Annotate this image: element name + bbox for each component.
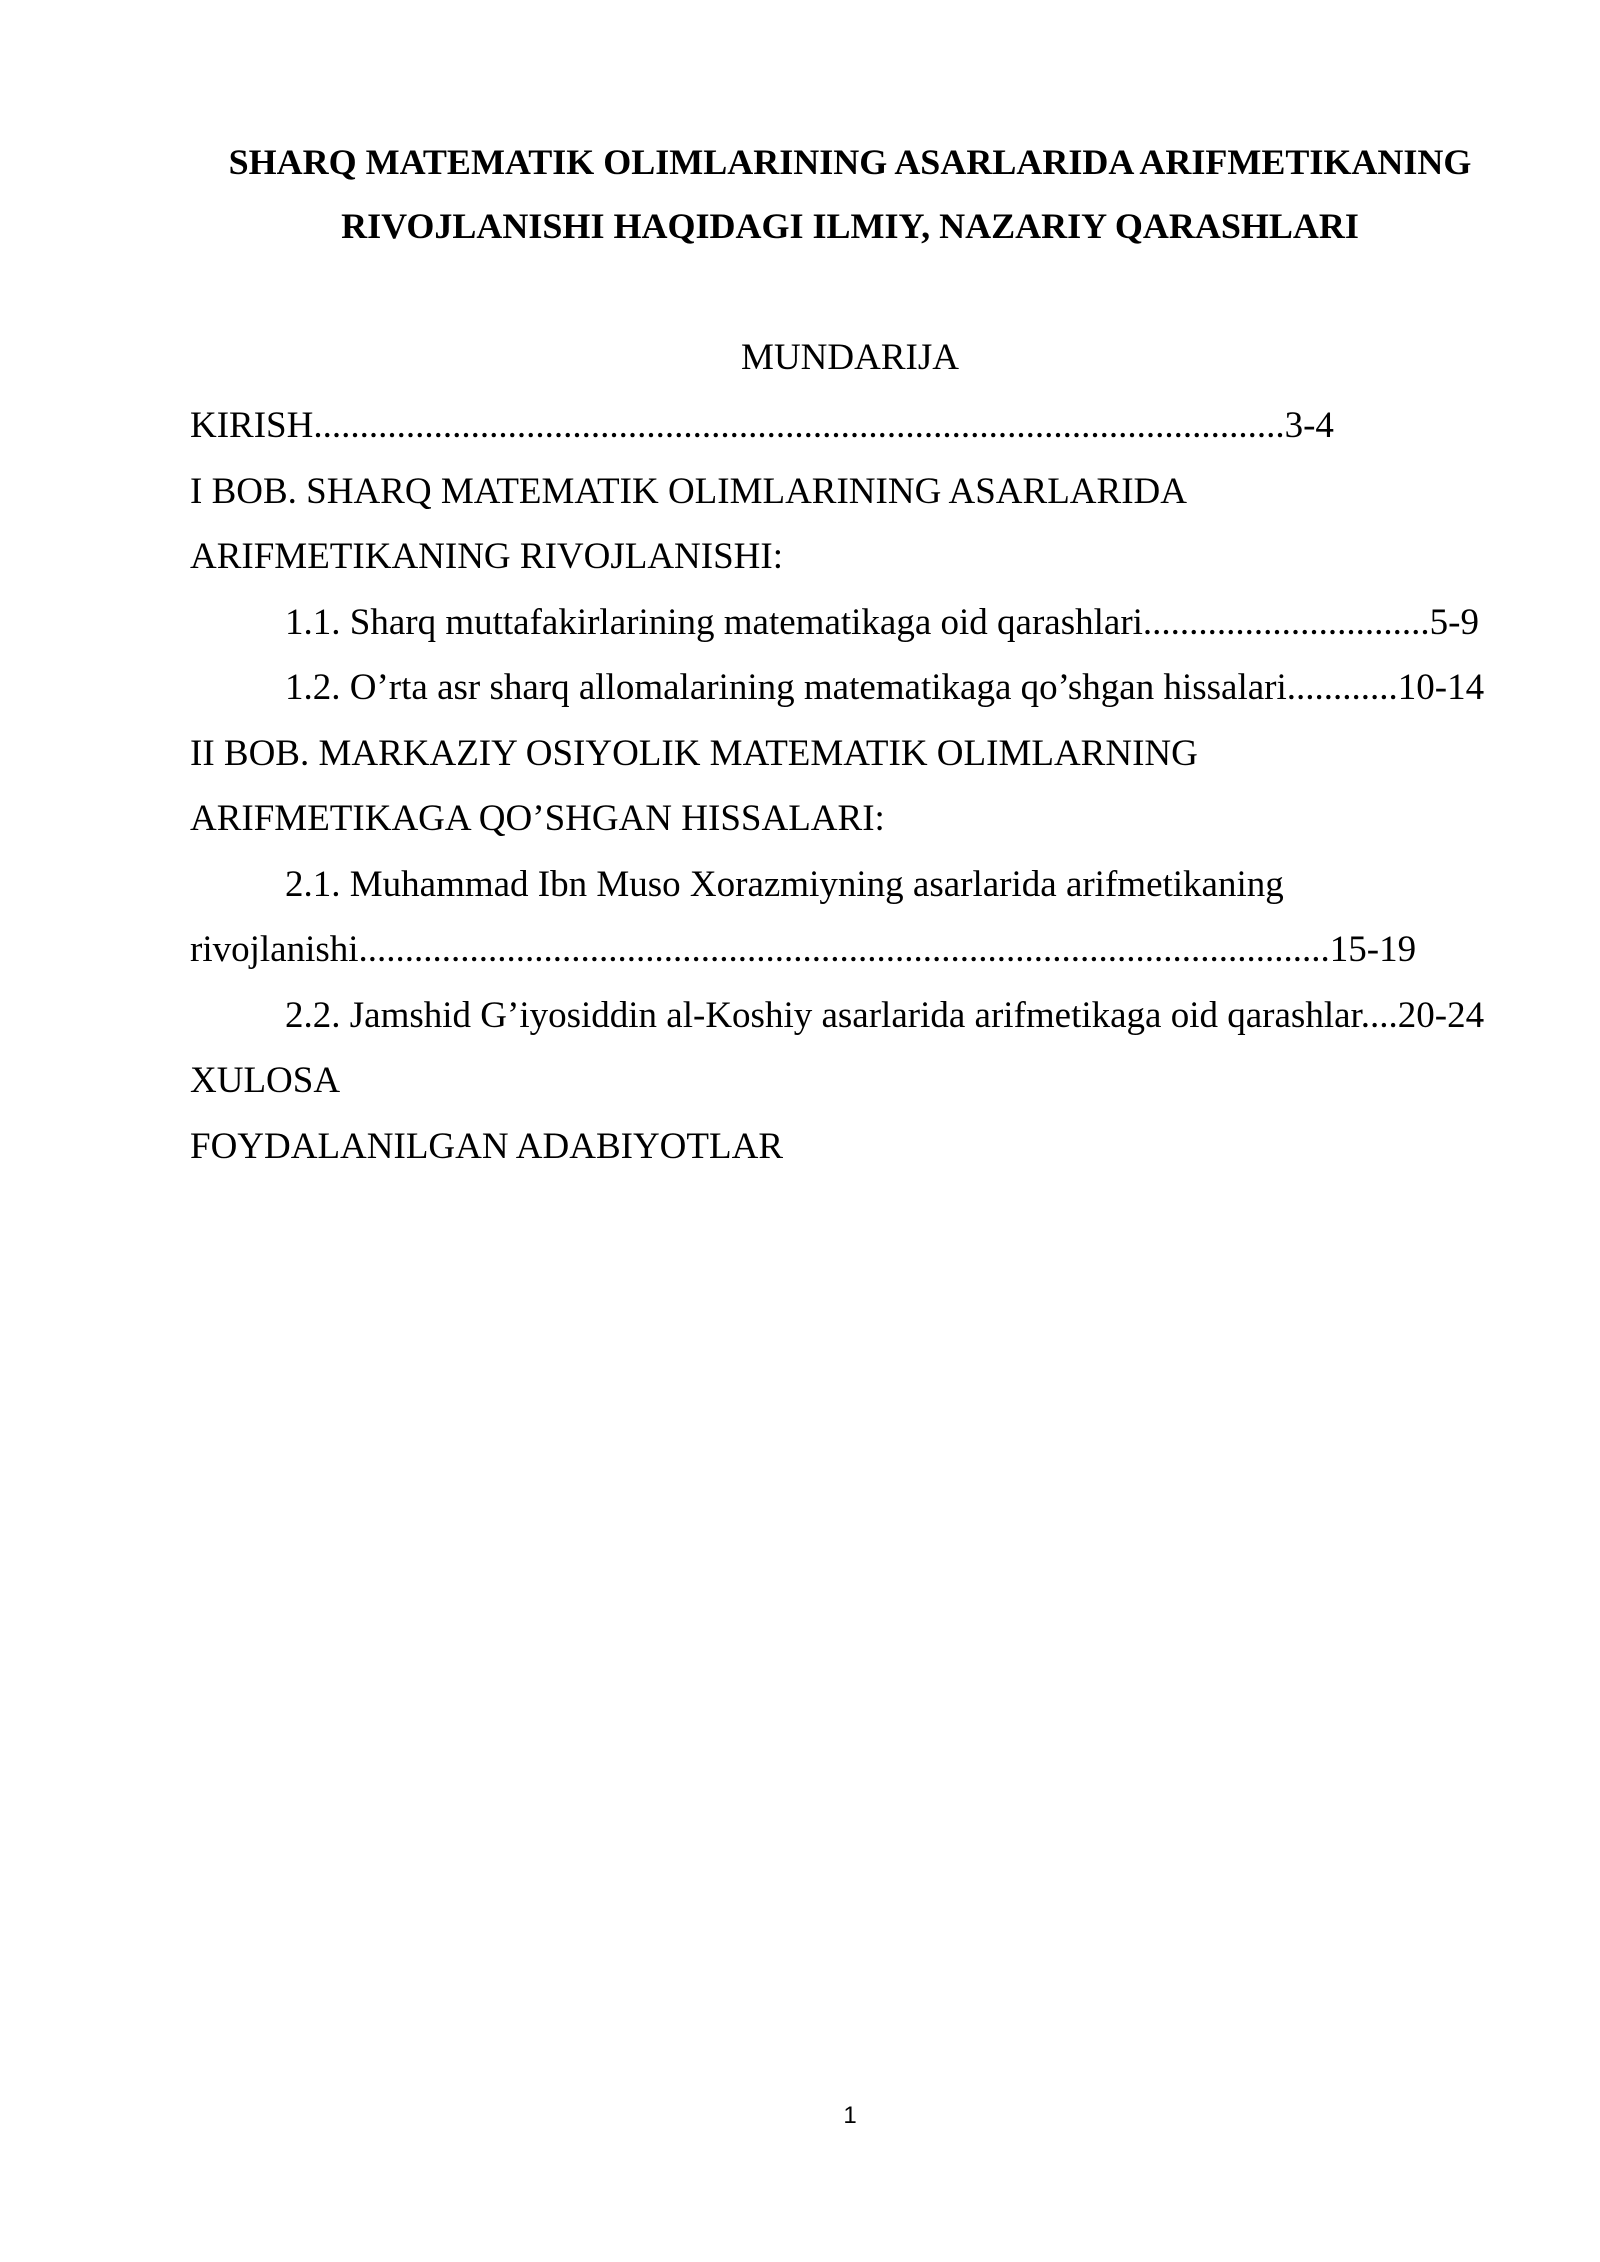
toc-chapter-2-line-1: II BOB. MARKAZIY OSIYOLIK MATEMATIK OLIMLARNING <box>190 732 1198 774</box>
toc-entry-references: FOYDALANILGAN ADABIYOTLAR <box>190 1125 783 1167</box>
page-number: 1 <box>843 2102 857 2129</box>
toc-section-1-2: 1.2. O’rta asr sharq allomalarining matematikaga qo’shgan hissalari............10-14 <box>285 667 1485 708</box>
toc-chapter-1-line-1: I BOB. SHARQ MATEMATIK OLIMLARINING ASARLARIDA <box>190 470 1187 512</box>
toc-section-2-1-line-1: 2.1. Muhammad Ibn Muso Xorazmiyning asarlarida arifmetikaning <box>285 863 1284 905</box>
toc-section-2-1-line-2: rivojlanishi.........................................................................................................15-19 <box>190 929 1417 970</box>
toc-entry-conclusion: XULOSA <box>190 1060 341 1101</box>
title-line-2: RIVOJLANISHI HAQIDAGI ILMIY, NAZARIY QARASHLARI <box>341 206 1359 246</box>
toc-heading: MUNDARIJA <box>741 337 959 378</box>
toc-entry-introduction: KIRISH.........................................................................................................3-4 <box>190 405 1334 446</box>
title-line-1: SHARQ MATEMATIK OLIMLARINING ASARLARIDA ARIFMETIKANING <box>228 142 1472 182</box>
table-of-contents <box>190 393 1560 1179</box>
toc-section-2-2: 2.2. Jamshid G’iyosiddin al-Koshiy asarlarida arifmetikaga oid qarashlar....20-24 <box>285 994 1485 1036</box>
toc-section-1-1: 1.1. Sharq muttafakirlarining matematikaga oid qarashlari...............................5-9 <box>285 601 1479 643</box>
toc-chapter-1-line-2: ARIFMETIKANING RIVOJLANISHI: <box>190 536 783 577</box>
document-title <box>150 130 1550 258</box>
toc-chapter-2-line-2: ARIFMETIKAGA QO’SHGAN HISSALARI: <box>190 798 885 839</box>
